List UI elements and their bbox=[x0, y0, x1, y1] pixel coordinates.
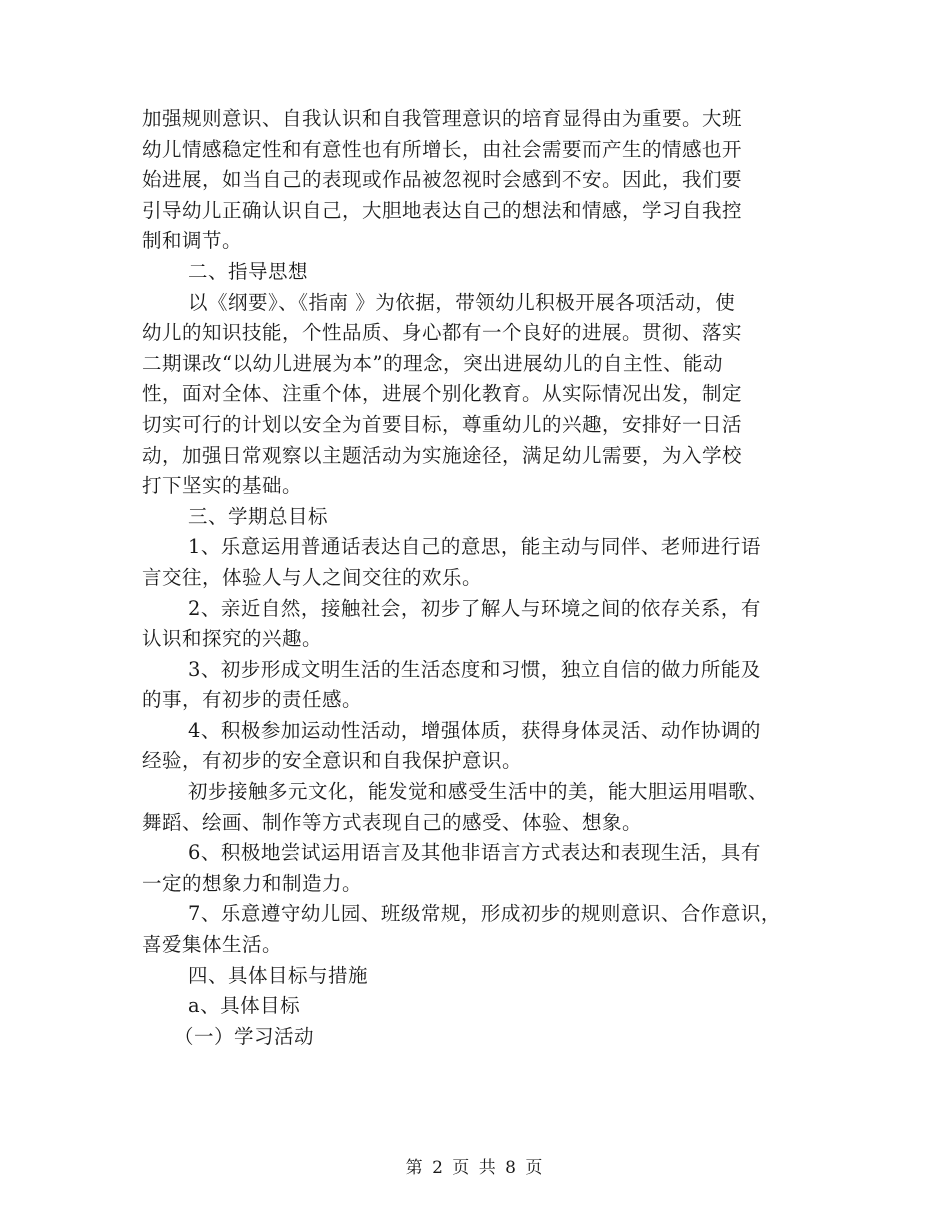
text-line: 4、积极参加运动性活动，增强体质，获得身体灵活、动作协调的 bbox=[188, 718, 761, 742]
text-line: 二期课改“以幼儿进展为本”的理念，突出进展幼儿的自主性、能动 bbox=[142, 351, 723, 375]
text-line: 一定的想象力和制造力。 bbox=[142, 871, 363, 895]
page-number-footer: 第 2 页 共 8 页 bbox=[405, 1158, 545, 1178]
text-line: 性，面对全体、注重个体，进展个别化教育。从实际情况出发，制定 bbox=[142, 382, 743, 406]
text-line: 经验，有初步的安全意识和自我保护意识。 bbox=[142, 749, 523, 773]
text-line: 二、指导思想 bbox=[188, 259, 309, 283]
text-line: 切实可行的计划以安全为首要目标，尊重幼儿的兴趣，安排好一日活 bbox=[142, 412, 743, 436]
text-line: a、具体目标 bbox=[188, 994, 301, 1018]
text-line: 舞蹈、绘画、制作等方式表现自己的感受、体验、想象。 bbox=[142, 810, 643, 834]
text-line: 的事，有初步的责任感。 bbox=[142, 688, 363, 712]
text-line: 引导幼儿正确认识自己，大胆地表达自己的想法和情感，学习自我控 bbox=[142, 198, 743, 222]
text-line: 喜爱集体生活。 bbox=[142, 933, 283, 957]
text-line: 以《纲要》、《指南 》为依据，带领幼儿积极开展各项活动，使 bbox=[188, 290, 736, 314]
text-line: 7、乐意遵守幼儿园、班级常规，形成初步的规则意识、合作意识， bbox=[188, 902, 781, 926]
text-line: 1、乐意运用普通话表达自己的意思，能主动与同伴、老师进行语 bbox=[188, 535, 761, 559]
text-line: 始进展，如当自己的表现或作品被忽视时会感到不安。因此，我们要 bbox=[142, 168, 743, 192]
text-line: 幼儿情感稳定性和有意性也有所增长，由社会需要而产生的情感也开 bbox=[142, 137, 743, 161]
text-line: 加强规则意识、自我认识和自我管理意识的培育显得由为重要。大班 bbox=[142, 107, 743, 130]
text-line: 幼儿的知识技能，个性品质、身心都有一个良好的进展。贯彻、落实 bbox=[142, 321, 743, 345]
text-line: 认识和探究的兴趣。 bbox=[142, 627, 323, 651]
text-line: 制和调节。 bbox=[142, 229, 243, 253]
text-line: 动，加强日常观察以主题活动为实施途径，满足幼儿需要，为入学校 bbox=[142, 443, 743, 467]
text-line: 3、初步形成文明生活的生活态度和习惯，独立自信的做力所能及 bbox=[188, 657, 761, 681]
text-line: 四、具体目标与措施 bbox=[188, 963, 369, 987]
text-line: 言交往，体验人与人之间交往的欢乐。 bbox=[142, 565, 483, 589]
text-line: 三、学期总目标 bbox=[188, 504, 329, 528]
text-line: 打下坚实的基础。 bbox=[142, 474, 303, 498]
text-line: 初步接触多元文化，能发觉和感受生活中的美，能大胆运用唱歌、 bbox=[188, 780, 769, 804]
text-line: 2、亲近自然，接触社会，初步了解人与环境之间的依存关系，有 bbox=[188, 596, 761, 620]
document-body bbox=[142, 104, 822, 1052]
text-line: 6、积极地尝试运用语言及其他非语言方式表达和表现生活，具有 bbox=[188, 841, 761, 865]
text-line: （一）学习活动 bbox=[174, 1024, 315, 1048]
